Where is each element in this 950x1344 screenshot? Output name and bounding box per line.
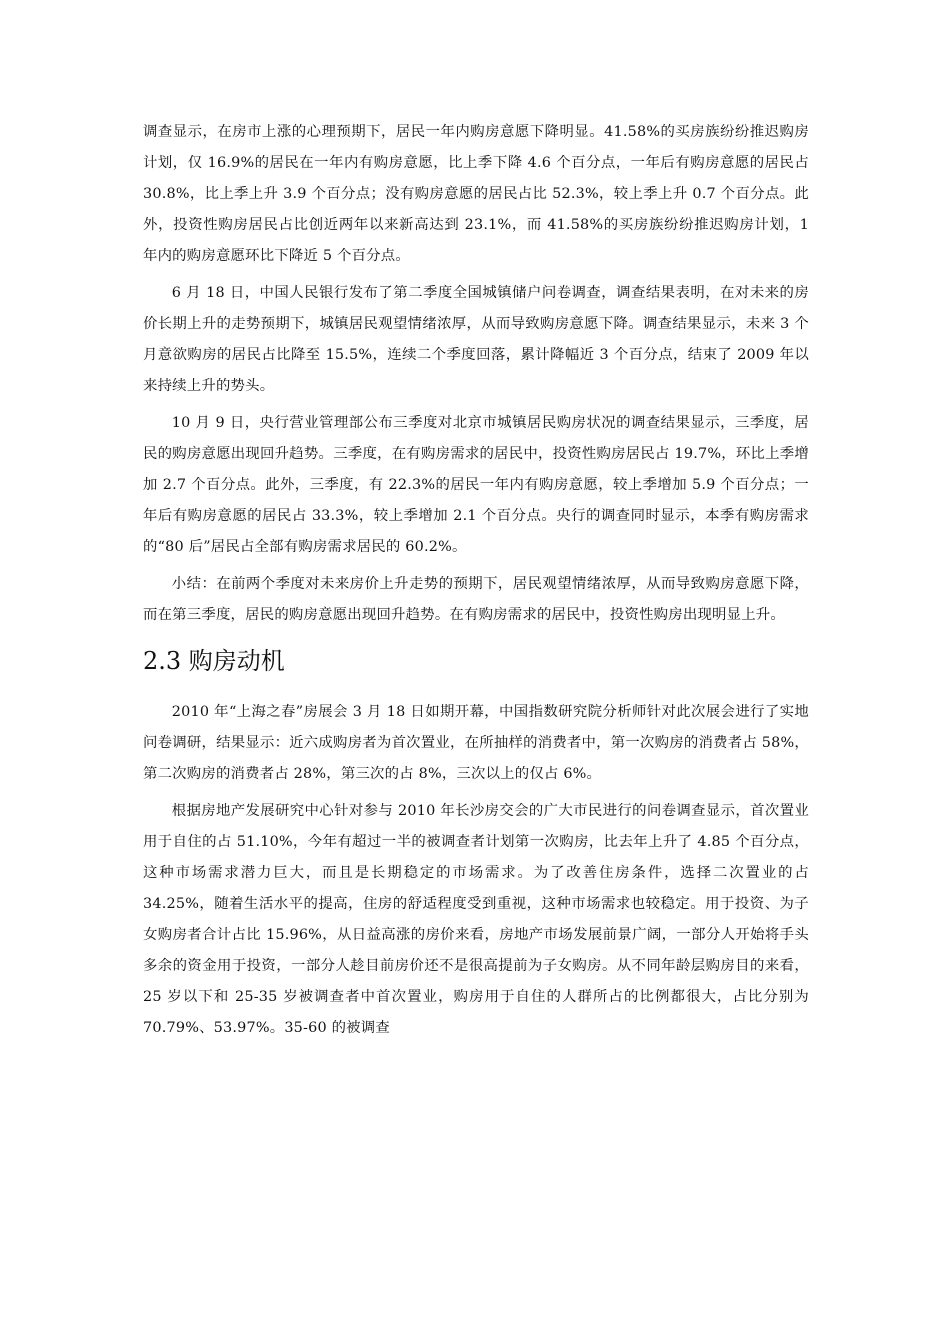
paragraph-pboc-survey: 6 月 18 日，中国人民银行发布了第二季度全国城镇储户问卷调查，调查结果表明，在对未来的房价长期上升的走势预期下，城镇居民观望情绪浓厚，从而导致购房意愿下降。调查结果显示，未来 3 个月意欲购房的居民占比降至 15.5%，连续二个季度回落，累计降幅近 3 个百分点，结束了 2009 年以来持续上升的势头。 [143,285,809,394]
paragraph-summary: 小结：在前两个季度对未来房价上升走势的预期下，居民观望情绪浓厚，从而导致购房意愿下降，而在第三季度，居民的购房意愿出现回升趋势。在有购房需求的居民中，投资性购房出现明显上升。 [143,576,809,623]
paragraph-shanghai-fair: 2010 年“上海之春”房展会 3 月 18 日如期开幕，中国指数研究院分析师针对此次展会进行了实地问卷调研，结果显示：近六成购房者为首次置业，在所抽样的消费者中，第一次购房的消费者占 58%，第二次购房的消费者占 28%，第三次的占 8%，三次以上的仅占 6%。 [143,704,809,782]
paragraph-changsha-survey: 根据房地产发展研究中心针对参与 2010 年长沙房交会的广大市民进行的问卷调查显示，首次置业用于自住的占 51.10%，今年有超过一半的被调查者计划第一次购房，比去年上升了 4.85 个百分点，这种市场需求潜力巨大，而且是长期稳定的市场需求。为了改善住房条件，选择二次置业的占 34.25%，随着生活水平的提高，住房的舒适程度受到重视，这种市场需求也较稳定。用于投资、为子女购房者合计占比 15.96%，从日益高涨的房价来看，房地产市场发展前景广阔，一部分人开始将手头多余的资金用于投资，一部分人趁目前房价还不是很高提前为子女购房。从不同年龄层购房目的来看，25 岁以下和 25-35 岁被调查者中首次置业，购房用于自住的人群所占的比例都很大，占比分别为 70.79%、53.97%。35-60 的被调查 [143,803,809,1036]
section-heading: 2.3 购房动机 [143,647,285,675]
document-body [143,117,809,1050]
paragraph-survey-intent: 调查显示，在房市上涨的心理预期下，居民一年内购房意愿下降明显。41.58%的买房族纷纷推迟购房计划，仅 16.9%的居民在一年内有购房意愿，比上季下降 4.6 个百分点，一年后有购房意愿的居民占 30.8%，比上季上升 3.9 个百分点；没有购房意愿的居民占比 52.3%，较上季上升 0.7 个百分点。此外，投资性购房居民占比创近两年以来新高达到 23.1%，而 41.58%的买房族纷纷推迟购房计划，1 年内的购房意愿环比下降近 5 个百分点。 [143,124,809,264]
paragraph-q3-beijing: 10 月 9 日，央行营业管理部公布三季度对北京市城镇居民购房状况的调查结果显示，三季度，居民的购房意愿出现回升趋势。三季度，在有购房需求的居民中，投资性购房居民占 19.7%，环比上季增加 2.7 个百分点。此外，三季度，有 22.3%的居民一年内有购房意愿，较上季增加 5.9 个百分点；一年后有购房意愿的居民占 33.3%，较上季增加 2.1 个百分点。央行的调查同时显示，本季有购房需求的“80 后”居民占全部有购房需求居民的 60.2%。 [143,415,809,555]
